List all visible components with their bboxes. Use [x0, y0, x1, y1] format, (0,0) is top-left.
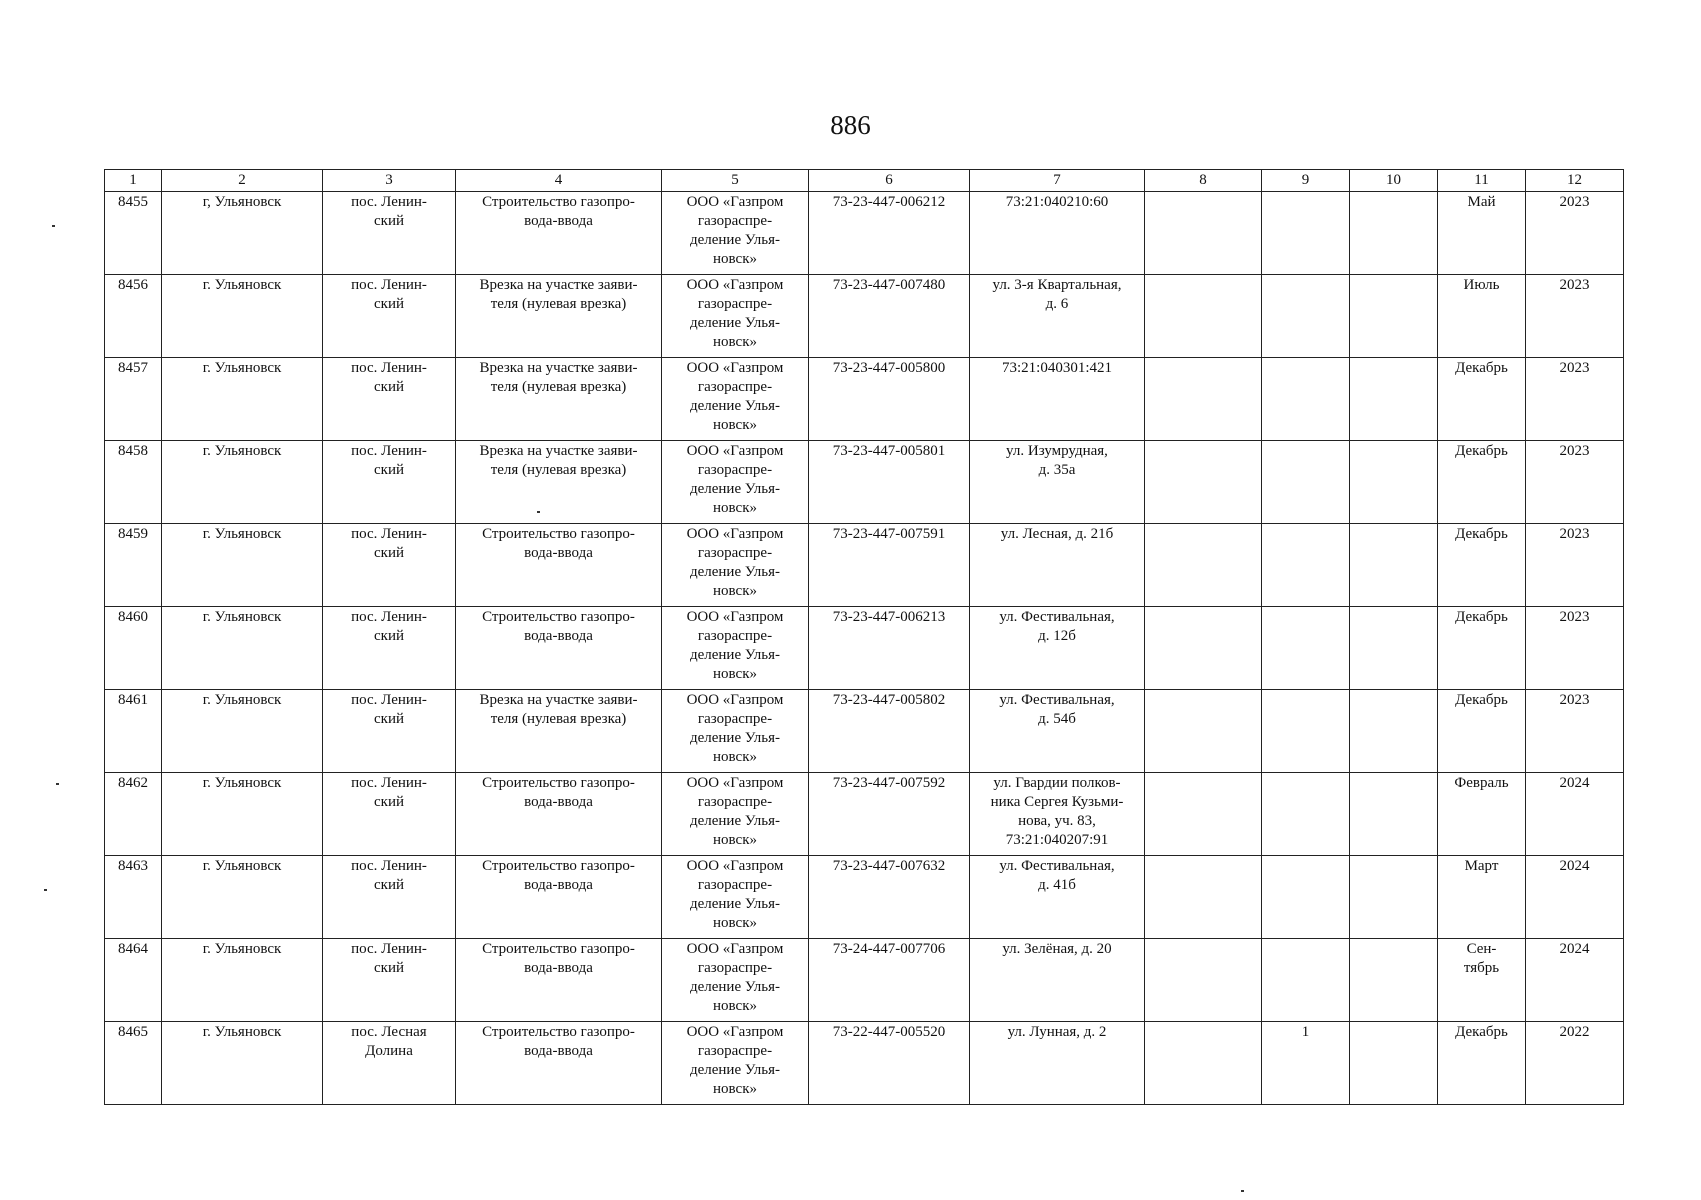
- page-number: 886: [830, 110, 871, 140]
- cell-line: ский: [374, 628, 404, 644]
- cell-line: ника Сергея Кузьми-: [990, 794, 1124, 810]
- cell-col-7: [970, 856, 1145, 939]
- cell-line: ул. Фестивальная,: [999, 692, 1115, 708]
- cell-line: тябрь: [1463, 960, 1500, 976]
- cell-line: Декабрь: [1455, 1024, 1508, 1040]
- cell-col-4: [456, 1022, 662, 1105]
- header-row: [105, 170, 1624, 192]
- cell-col-12: 2023: [1526, 690, 1624, 773]
- cell-line: пос. Ленин-: [351, 775, 427, 791]
- cell-col-8: [1145, 690, 1262, 773]
- cell-line: вода-ввода: [524, 960, 593, 976]
- cell-col-7: [970, 607, 1145, 690]
- cell-line: новск»: [713, 417, 757, 433]
- cell-col-5: [662, 607, 809, 690]
- cell-line: пос. Ленин-: [351, 858, 427, 874]
- cell-col-9: [1262, 690, 1350, 773]
- cell-line: Декабрь: [1455, 692, 1508, 708]
- cell-col-12: 2023: [1526, 607, 1624, 690]
- cell-col-8: [1145, 275, 1262, 358]
- cell-line: деление Улья-: [689, 896, 781, 912]
- cell-line: ООО «Газпром: [686, 609, 784, 625]
- cell-line: 73:21:040301:421: [1001, 360, 1112, 376]
- column-header-10: 10: [1350, 170, 1438, 192]
- cell-col-9: [1262, 358, 1350, 441]
- table-body: [105, 192, 1624, 1105]
- cell-col-9: [1262, 192, 1350, 275]
- cell-col-1: 8457: [105, 358, 162, 441]
- cell-col-2: г. Ульяновск: [162, 1022, 323, 1105]
- cell-line: ский: [374, 877, 404, 893]
- table-row: [105, 524, 1624, 607]
- cell-col-5: [662, 275, 809, 358]
- cell-line: ский: [374, 960, 404, 976]
- cell-line: газораспре-: [697, 711, 773, 727]
- cell-line: новск»: [713, 500, 757, 516]
- cell-col-10: [1350, 856, 1438, 939]
- cell-col-1: 8455: [105, 192, 162, 275]
- cell-col-5: [662, 1022, 809, 1105]
- cell-line: новск»: [713, 251, 757, 267]
- cell-col-4: [456, 358, 662, 441]
- cell-line: Строительство газопро-: [482, 775, 635, 791]
- cell-col-10: [1350, 690, 1438, 773]
- cell-col-7: [970, 524, 1145, 607]
- cell-line: ООО «Газпром: [686, 443, 784, 459]
- cell-line: вода-ввода: [524, 628, 593, 644]
- cell-col-8: [1145, 192, 1262, 275]
- cell-line: ООО «Газпром: [686, 941, 784, 957]
- cell-line: ул. Лунная, д. 2: [1007, 1024, 1107, 1040]
- cell-col-10: [1350, 773, 1438, 856]
- cell-col-10: [1350, 524, 1438, 607]
- cell-col-11: [1438, 690, 1526, 773]
- cell-col-1: 8456: [105, 275, 162, 358]
- cell-col-12: 2024: [1526, 939, 1624, 1022]
- cell-line: вода-ввода: [524, 794, 593, 810]
- cell-col-1: 8460: [105, 607, 162, 690]
- scan-speck: [56, 783, 59, 785]
- cell-line: газораспре-: [697, 1043, 773, 1059]
- cell-line: 73:21:040207:91: [1005, 832, 1109, 848]
- cell-col-2: г. Ульяновск: [162, 773, 323, 856]
- cell-line: пос. Ленин-: [351, 277, 427, 293]
- cell-col-3: [323, 1022, 456, 1105]
- table-row: [105, 1022, 1624, 1105]
- cell-col-8: [1145, 524, 1262, 607]
- cell-line: ООО «Газпром: [686, 1024, 784, 1040]
- column-header-7: 7: [970, 170, 1145, 192]
- cell-line: теля (нулевая врезка): [490, 379, 627, 395]
- cell-line: Май: [1467, 194, 1496, 210]
- cell-line: ский: [374, 711, 404, 727]
- cell-line: деление Улья-: [689, 730, 781, 746]
- cell-col-6: 73-23-447-005800: [809, 358, 970, 441]
- cell-line: газораспре-: [697, 545, 773, 561]
- cell-line: д. 41б: [1038, 877, 1076, 893]
- cell-col-6: 73-23-447-007591: [809, 524, 970, 607]
- cell-col-9: [1262, 441, 1350, 524]
- cell-line: д. 12б: [1038, 628, 1076, 644]
- cell-col-4: [456, 275, 662, 358]
- cell-line: ул. Гвардии полков-: [993, 775, 1121, 791]
- column-header-1: 1: [105, 170, 162, 192]
- cell-line: пос. Ленин-: [351, 526, 427, 542]
- table-row: [105, 358, 1624, 441]
- cell-col-11: [1438, 275, 1526, 358]
- cell-line: Март: [1464, 858, 1499, 874]
- cell-col-5: [662, 358, 809, 441]
- cell-col-2: г. Ульяновск: [162, 939, 323, 1022]
- scan-speck: [537, 511, 540, 513]
- cell-col-2: г. Ульяновск: [162, 275, 323, 358]
- cell-line: ООО «Газпром: [686, 692, 784, 708]
- cell-line: Строительство газопро-: [482, 194, 635, 210]
- table-row: [105, 275, 1624, 358]
- cell-col-4: [456, 690, 662, 773]
- cell-col-11: [1438, 939, 1526, 1022]
- table-row: [105, 856, 1624, 939]
- cell-col-2: г. Ульяновск: [162, 690, 323, 773]
- cell-col-2: г. Ульяновск: [162, 358, 323, 441]
- cell-col-7: [970, 1022, 1145, 1105]
- cell-col-10: [1350, 607, 1438, 690]
- cell-col-11: [1438, 607, 1526, 690]
- cell-col-6: 73-23-447-007632: [809, 856, 970, 939]
- column-header-5: 5: [662, 170, 809, 192]
- cell-line: газораспре-: [697, 794, 773, 810]
- cell-col-7: [970, 358, 1145, 441]
- cell-col-7: [970, 192, 1145, 275]
- cell-col-1: 8465: [105, 1022, 162, 1105]
- cell-line: газораспре-: [697, 213, 773, 229]
- cell-col-10: [1350, 275, 1438, 358]
- cell-line: деление Улья-: [689, 813, 781, 829]
- cell-line: ул. Фестивальная,: [999, 858, 1115, 874]
- cell-line: Декабрь: [1455, 526, 1508, 542]
- cell-col-2: г. Ульяновск: [162, 856, 323, 939]
- cell-col-12: 2023: [1526, 275, 1624, 358]
- cell-line: ский: [374, 296, 404, 312]
- cell-line: теля (нулевая врезка): [490, 711, 627, 727]
- cell-col-12: 2024: [1526, 773, 1624, 856]
- cell-col-6: 73-22-447-005520: [809, 1022, 970, 1105]
- cell-line: деление Улья-: [689, 232, 781, 248]
- cell-col-4: [456, 524, 662, 607]
- cell-col-3: [323, 275, 456, 358]
- cell-col-5: [662, 192, 809, 275]
- table-row: [105, 607, 1624, 690]
- cell-line: деление Улья-: [689, 647, 781, 663]
- table-row: [105, 690, 1624, 773]
- cell-line: новск»: [713, 749, 757, 765]
- cell-col-8: [1145, 856, 1262, 939]
- cell-col-2: г. Ульяновск: [162, 441, 323, 524]
- cell-col-9: [1262, 856, 1350, 939]
- cell-col-12: 2024: [1526, 856, 1624, 939]
- cell-col-12: 2023: [1526, 192, 1624, 275]
- scan-speck: [44, 889, 47, 891]
- cell-col-3: [323, 690, 456, 773]
- cell-line: вода-ввода: [524, 213, 593, 229]
- cell-line: Врезка на участке заяви-: [479, 443, 638, 459]
- cell-col-2: г. Ульяновск: [162, 524, 323, 607]
- cell-col-11: [1438, 1022, 1526, 1105]
- cell-line: Сен-: [1466, 941, 1497, 957]
- cell-line: ский: [374, 213, 404, 229]
- cell-line: ООО «Газпром: [686, 194, 784, 210]
- cell-col-9: [1262, 607, 1350, 690]
- cell-line: Июль: [1463, 277, 1500, 293]
- cell-col-4: [456, 441, 662, 524]
- cell-col-8: [1145, 358, 1262, 441]
- cell-line: ООО «Газпром: [686, 277, 784, 293]
- cell-line: новск»: [713, 666, 757, 682]
- cell-col-8: [1145, 607, 1262, 690]
- cell-line: теля (нулевая врезка): [490, 462, 627, 478]
- cell-col-12: 2022: [1526, 1022, 1624, 1105]
- cell-line: пос. Ленин-: [351, 692, 427, 708]
- cell-col-1: 8464: [105, 939, 162, 1022]
- cell-line: 73:21:040210:60: [1005, 194, 1109, 210]
- cell-line: теля (нулевая врезка): [490, 296, 627, 312]
- scan-speck: [52, 225, 55, 227]
- table-row: [105, 773, 1624, 856]
- cell-col-9: [1262, 939, 1350, 1022]
- cell-line: Декабрь: [1455, 360, 1508, 376]
- cell-col-5: [662, 773, 809, 856]
- cell-line: ский: [374, 462, 404, 478]
- cell-col-10: [1350, 1022, 1438, 1105]
- cell-line: Долина: [365, 1043, 413, 1059]
- cell-col-6: 73-23-447-007592: [809, 773, 970, 856]
- cell-line: вода-ввода: [524, 1043, 593, 1059]
- cell-col-7: [970, 441, 1145, 524]
- cell-col-9: [1262, 524, 1350, 607]
- cell-col-6: 73-24-447-007706: [809, 939, 970, 1022]
- cell-col-3: [323, 939, 456, 1022]
- cell-line: деление Улья-: [689, 564, 781, 580]
- cell-col-6: 73-23-447-006213: [809, 607, 970, 690]
- cell-line: ООО «Газпром: [686, 360, 784, 376]
- column-header-8: 8: [1145, 170, 1262, 192]
- cell-col-2: г, Ульяновск: [162, 192, 323, 275]
- cell-line: ский: [374, 379, 404, 395]
- cell-col-10: [1350, 192, 1438, 275]
- column-header-3: 3: [323, 170, 456, 192]
- cell-line: деление Улья-: [689, 315, 781, 331]
- cell-line: газораспре-: [697, 462, 773, 478]
- table-row: [105, 939, 1624, 1022]
- cell-col-5: [662, 524, 809, 607]
- cell-col-11: [1438, 856, 1526, 939]
- cell-col-10: [1350, 358, 1438, 441]
- cell-line: ООО «Газпром: [686, 775, 784, 791]
- cell-col-6: 73-23-447-006212: [809, 192, 970, 275]
- cell-col-11: [1438, 773, 1526, 856]
- cell-line: пос. Ленин-: [351, 194, 427, 210]
- cell-line: деление Улья-: [689, 481, 781, 497]
- cell-col-2: г. Ульяновск: [162, 607, 323, 690]
- cell-line: Февраль: [1454, 775, 1509, 791]
- cell-line: пос. Ленин-: [351, 609, 427, 625]
- cell-line: Строительство газопро-: [482, 609, 635, 625]
- cell-col-11: [1438, 192, 1526, 275]
- cell-line: деление Улья-: [689, 398, 781, 414]
- cell-line: газораспре-: [697, 877, 773, 893]
- cell-col-5: [662, 690, 809, 773]
- cell-col-11: [1438, 524, 1526, 607]
- registry-table: [104, 169, 1624, 1105]
- cell-line: ООО «Газпром: [686, 858, 784, 874]
- cell-line: пос. Ленин-: [351, 443, 427, 459]
- cell-line: Строительство газопро-: [482, 941, 635, 957]
- cell-line: Декабрь: [1455, 609, 1508, 625]
- cell-col-6: 73-23-447-005801: [809, 441, 970, 524]
- cell-line: д. 6: [1045, 296, 1069, 312]
- cell-line: нова, уч. 83,: [1018, 813, 1096, 829]
- cell-col-3: [323, 192, 456, 275]
- column-header-4: 4: [456, 170, 662, 192]
- cell-col-8: [1145, 939, 1262, 1022]
- cell-line: д. 35а: [1038, 462, 1076, 478]
- cell-col-7: [970, 939, 1145, 1022]
- cell-col-10: [1350, 441, 1438, 524]
- cell-col-7: [970, 275, 1145, 358]
- cell-col-7: [970, 773, 1145, 856]
- cell-col-5: [662, 856, 809, 939]
- cell-line: ул. Фестивальная,: [999, 609, 1115, 625]
- cell-line: газораспре-: [697, 960, 773, 976]
- cell-line: Врезка на участке заяви-: [479, 277, 638, 293]
- column-header-12: 12: [1526, 170, 1624, 192]
- cell-line: Строительство газопро-: [482, 526, 635, 542]
- cell-line: газораспре-: [697, 379, 773, 395]
- cell-col-9: [1262, 773, 1350, 856]
- cell-col-11: [1438, 441, 1526, 524]
- cell-col-12: 2023: [1526, 524, 1624, 607]
- cell-col-8: [1145, 441, 1262, 524]
- cell-line: новск»: [713, 832, 757, 848]
- cell-col-9: 1: [1262, 1022, 1350, 1105]
- cell-col-3: [323, 441, 456, 524]
- cell-col-1: 8462: [105, 773, 162, 856]
- cell-col-3: [323, 773, 456, 856]
- cell-col-8: [1145, 773, 1262, 856]
- column-header-2: 2: [162, 170, 323, 192]
- cell-col-1: 8458: [105, 441, 162, 524]
- cell-line: ул. Зелёная, д. 20: [1002, 941, 1112, 957]
- cell-line: пос. Ленин-: [351, 360, 427, 376]
- cell-col-3: [323, 358, 456, 441]
- cell-line: Врезка на участке заяви-: [479, 692, 638, 708]
- cell-line: новск»: [713, 915, 757, 931]
- cell-line: ул. Лесная, д. 21б: [1000, 526, 1114, 542]
- column-header-6: 6: [809, 170, 970, 192]
- cell-line: ООО «Газпром: [686, 526, 784, 542]
- cell-col-6: 73-23-447-005802: [809, 690, 970, 773]
- cell-line: Декабрь: [1455, 443, 1508, 459]
- cell-col-12: 2023: [1526, 358, 1624, 441]
- cell-col-8: [1145, 1022, 1262, 1105]
- cell-col-12: 2023: [1526, 441, 1624, 524]
- table-row: [105, 192, 1624, 275]
- cell-line: вода-ввода: [524, 545, 593, 561]
- cell-line: пос. Ленин-: [351, 941, 427, 957]
- cell-col-4: [456, 607, 662, 690]
- cell-col-10: [1350, 939, 1438, 1022]
- cell-line: ул. 3-я Квартальная,: [992, 277, 1122, 293]
- cell-line: ский: [374, 794, 404, 810]
- cell-line: Врезка на участке заяви-: [479, 360, 638, 376]
- cell-col-7: [970, 690, 1145, 773]
- cell-col-5: [662, 441, 809, 524]
- cell-line: новск»: [713, 334, 757, 350]
- cell-line: Строительство газопро-: [482, 1024, 635, 1040]
- cell-line: ул. Изумрудная,: [1006, 443, 1108, 459]
- cell-line: пос. Лесная: [351, 1024, 427, 1040]
- cell-line: вода-ввода: [524, 877, 593, 893]
- cell-line: д. 54б: [1038, 711, 1076, 727]
- cell-col-3: [323, 856, 456, 939]
- cell-col-4: [456, 773, 662, 856]
- cell-line: Строительство газопро-: [482, 858, 635, 874]
- cell-col-11: [1438, 358, 1526, 441]
- cell-line: ский: [374, 545, 404, 561]
- cell-col-3: [323, 524, 456, 607]
- cell-line: деление Улья-: [689, 979, 781, 995]
- cell-col-4: [456, 192, 662, 275]
- cell-col-1: 8459: [105, 524, 162, 607]
- scan-speck: [1241, 1190, 1244, 1192]
- cell-col-9: [1262, 275, 1350, 358]
- cell-col-5: [662, 939, 809, 1022]
- cell-line: новск»: [713, 583, 757, 599]
- cell-col-1: 8461: [105, 690, 162, 773]
- cell-line: новск»: [713, 1081, 757, 1097]
- cell-line: газораспре-: [697, 628, 773, 644]
- column-header-11: 11: [1438, 170, 1526, 192]
- cell-line: газораспре-: [697, 296, 773, 312]
- table-row: [105, 441, 1624, 524]
- cell-col-4: [456, 939, 662, 1022]
- column-header-9: 9: [1262, 170, 1350, 192]
- cell-col-3: [323, 607, 456, 690]
- cell-line: новск»: [713, 998, 757, 1014]
- cell-col-4: [456, 856, 662, 939]
- cell-line: деление Улья-: [689, 1062, 781, 1078]
- cell-col-1: 8463: [105, 856, 162, 939]
- cell-col-6: 73-23-447-007480: [809, 275, 970, 358]
